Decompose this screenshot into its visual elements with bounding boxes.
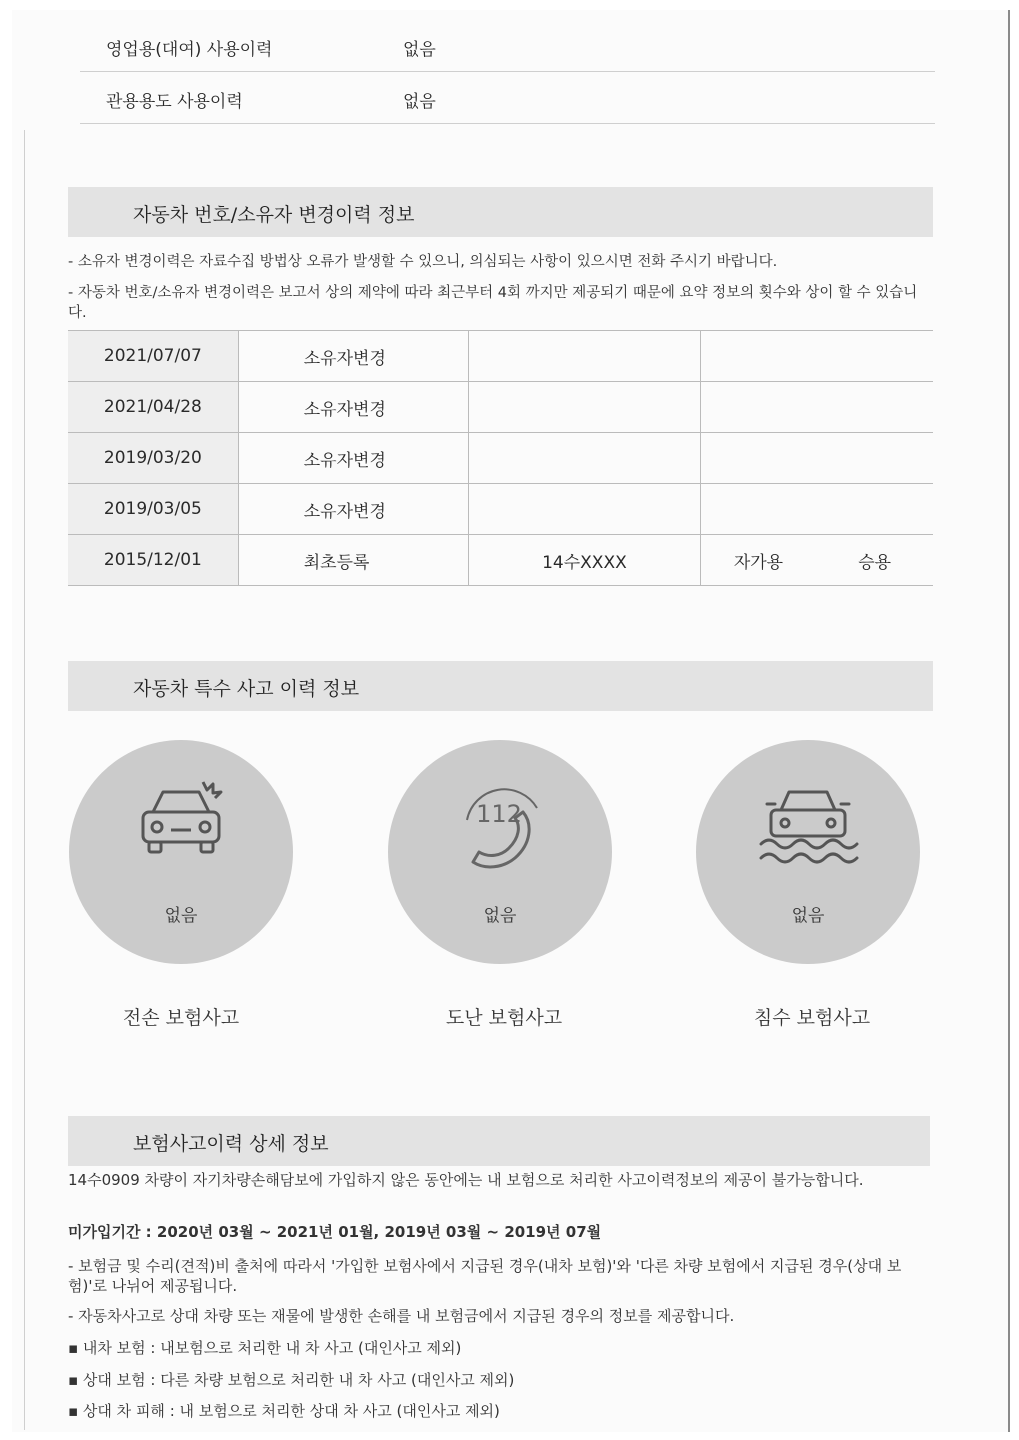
flood-circle (696, 740, 920, 964)
theft-value: 없음 (483, 906, 517, 926)
kind-cell (816, 331, 933, 382)
plate-cell (469, 433, 700, 484)
date-cell: 2021/07/07 (68, 331, 238, 382)
section-title: 자동차 특수 사고 이력 정보 (133, 678, 360, 700)
usage-label: 영업용(대여) 사용이력 (106, 40, 273, 60)
flood-value: 없음 (791, 906, 825, 926)
use-cell (700, 382, 816, 433)
plate-cell (469, 484, 700, 535)
type-cell: 소유자변경 (238, 331, 469, 382)
owner-note: - 소유자 변경이력은 자료수집 방법상 오류가 발생할 수 있으니, 의심되는 사항이 있으시면 전화 주시기 바랍니다. (68, 254, 778, 270)
table-row (68, 433, 933, 484)
section-title: 보험사고이력 상세 정보 (133, 1133, 329, 1155)
kind-cell (816, 433, 933, 484)
type-cell: 소유자변경 (238, 484, 469, 535)
use-cell (700, 433, 816, 484)
bullet-item: ▪ 내차 보험 : 내보험으로 처리한 내 차 사고 (대인사고 제외) (68, 1339, 462, 1357)
date-cell: 2021/04/28 (68, 382, 238, 433)
table-row (68, 382, 933, 433)
bullet-item: ▪ 상대 보험 : 다른 차량 보험으로 처리한 내 차 사고 (대인사고 제외) (68, 1371, 515, 1389)
use-cell: 자가용 (700, 535, 816, 586)
flooded-car-icon (753, 778, 863, 878)
phone-112-icon (445, 778, 555, 878)
detail-note: - 보험금 및 수리(견적)비 출처에 따라서 '가입한 보험사에서 지급된 경우(내차 보험)'와 '다른 차량 보험에서 지급된 경우(상대 보험)'로 나뉘어 제공됩니다. (68, 1257, 902, 1295)
usage-row-government (80, 73, 935, 124)
insurance-detail-header (68, 1116, 930, 1166)
date-cell: 2015/12/01 (68, 535, 238, 586)
type-cell: 소유자변경 (238, 382, 469, 433)
kind-cell (816, 382, 933, 433)
plate-cell: 14수XXXX (469, 535, 700, 586)
section-title: 자동차 번호/소유자 변경이력 정보 (133, 204, 415, 226)
total-loss-label: 전손 보험사고 (122, 1007, 240, 1029)
date-cell: 2019/03/05 (68, 484, 238, 535)
table-row (68, 535, 933, 586)
kind-cell (816, 484, 933, 535)
date-cell: 2019/03/20 (68, 433, 238, 484)
special-accident-header (68, 661, 933, 711)
theft-label: 도난 보험사고 (445, 1007, 563, 1029)
kind-cell: 승용 (816, 535, 933, 586)
table-row (68, 484, 933, 535)
detail-intro: 14수0909 차량이 자기차량손해담보에 가입하지 않은 동안에는 내 보험으로 처리한 사고이력정보의 제공이 불가능합니다. (68, 1171, 864, 1189)
detail-note: - 자동차사고로 상대 차량 또는 재물에 발생한 손해를 내 보험금에서 지급된 경우의 정보를 제공합니다. (68, 1307, 735, 1325)
plate-cell (469, 382, 700, 433)
uninsured-period: 미가입기간 : 2020년 03월 ~ 2021년 01월, 2019년 03월 ~ 2019년 07월 (68, 1223, 602, 1241)
phone-112-label: 112 (476, 800, 522, 828)
bullet-item: ▪ 상대 차 피해 : 내 보험으로 처리한 상대 차 사고 (대인사고 제외) (68, 1402, 500, 1420)
type-cell: 최초등록 (238, 535, 469, 586)
theft-circle (388, 740, 612, 964)
owner-note: - 자동차 번호/소유자 변경이력은 보고서 상의 제약에 따라 최근부터 4회 까지만 제공되기 때문에 요약 정보의 횟수와 상이 할 수 있습니다. (68, 285, 918, 321)
type-cell: 소유자변경 (238, 433, 469, 484)
owner-history-table (68, 330, 933, 586)
total-loss-circle (69, 740, 293, 964)
use-cell (700, 484, 816, 535)
use-cell (700, 331, 816, 382)
table-row (68, 331, 933, 382)
plate-cell (469, 331, 700, 382)
usage-label: 관용용도 사용이력 (106, 92, 243, 112)
owner-history-header (68, 187, 933, 237)
total-loss-value: 없음 (164, 906, 198, 926)
crashed-car-icon (131, 778, 231, 868)
page-edge (24, 130, 25, 1430)
usage-value: 없음 (403, 92, 436, 112)
flood-label: 침수 보험사고 (753, 1007, 871, 1029)
usage-value: 없음 (403, 40, 436, 60)
usage-row-rental (80, 21, 935, 72)
